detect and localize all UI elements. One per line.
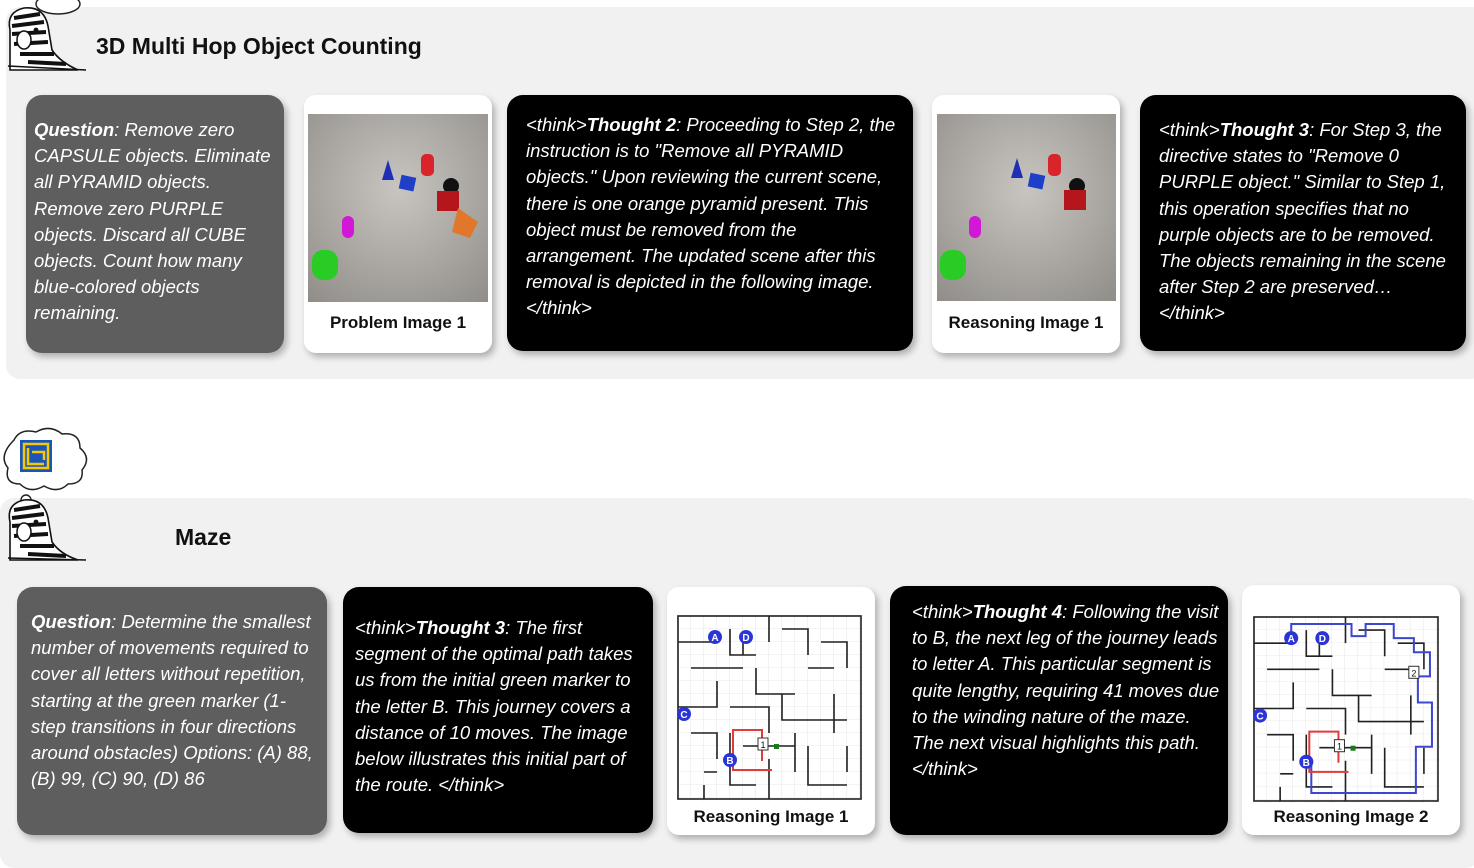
- section1-thought1-card: [507, 95, 913, 351]
- 3d-scene-image: [308, 114, 488, 302]
- maze-marker-d: D: [1318, 634, 1327, 646]
- maze-marker-c: C: [680, 710, 688, 721]
- section1-question: Question: Remove zero CAPSULE objects. Eliminate all PYRAMID objects. Remove zero PURPLE objects. Discard all CUBE objects. Count how many blue-colored objects remaining.: [34, 119, 271, 324]
- maze-marker-2: 2: [1411, 668, 1417, 679]
- maze-marker-a: A: [711, 633, 719, 644]
- maze-marker-b: B: [1302, 757, 1310, 769]
- section1-image2-caption: Reasoning Image 1: [948, 313, 1104, 332]
- section2-image1-caption: Reasoning Image 1: [693, 807, 849, 826]
- maze-marker-1: 1: [760, 740, 766, 750]
- section1-thought2-card: [1140, 95, 1466, 351]
- 3d-scene-image: [937, 114, 1116, 301]
- maze-marker-b: B: [726, 756, 734, 767]
- maze-marker-d: D: [742, 633, 750, 644]
- section2-thought1: <think>Thought 3: The first segment of the optimal path takes us from the initial green marker to the letter B. This journey covers a distance of 10 moves. The image below illustrates this initial part of the route. </think>: [355, 617, 633, 796]
- maze-marker-c: C: [1256, 711, 1264, 723]
- section2-title: Maze: [175, 524, 232, 550]
- section2-thought2-card: [890, 586, 1228, 835]
- section2-question-card: [17, 587, 327, 835]
- maze-marker-a: A: [1287, 634, 1295, 646]
- maze-image: [677, 615, 863, 801]
- section1-title: 3D Multi Hop Object Counting: [96, 33, 422, 59]
- section2-thought2: <think>Thought 4: Following the visit to B, the next leg of the journey leads to letter A. This particular segment is quite lengthy, requiring 41 moves due to the winding nature of the maze. The next visual highlights this path. </think>: [912, 601, 1220, 780]
- maze-image: [1253, 616, 1440, 803]
- section2-image2-caption: Reasoning Image 2: [1273, 807, 1429, 826]
- section1-problem-image-card: [304, 95, 492, 353]
- section2-reasoning-image2-card: [1242, 585, 1460, 835]
- section1-image1-caption: Problem Image 1: [329, 313, 467, 332]
- zebra-thinking-icon: [0, 426, 92, 566]
- section2-thought1-card: [343, 587, 653, 833]
- section1-thought1: <think>Thought 2: Proceeding to Step 2, the instruction is to "Remove all PYRAMID objects." Upon reviewing the current scene, there is one orange pyramid present. This object must be removed from the arrangement. The updated scene after this removal is depicted in the following image.</think>: [526, 114, 896, 319]
- section1-thought2: <think>Thought 3: For Step 3, the directive states to "Remove 0 PURPLE object." Similar to Step 1, this operation specifies that no purple objects are to be removed. The objects remaining in the scene after Step 2 are preserved… </think>: [1159, 119, 1446, 324]
- section1-reasoning-image-card: [932, 95, 1120, 353]
- section2-question: Question: Determine the smallest number of movements required to cover all letters without repetition, starting at the green marker (1-step transitions in four directions around obstacles) Options: (A) 88, (B) 99, (C) 90, (D) 86: [31, 611, 313, 790]
- section1-question-card: [26, 95, 284, 353]
- section2-reasoning-image1-card: [667, 587, 875, 835]
- zebra-thinking-icon: [0, 0, 90, 75]
- maze-marker-1: 1: [1336, 741, 1342, 752]
